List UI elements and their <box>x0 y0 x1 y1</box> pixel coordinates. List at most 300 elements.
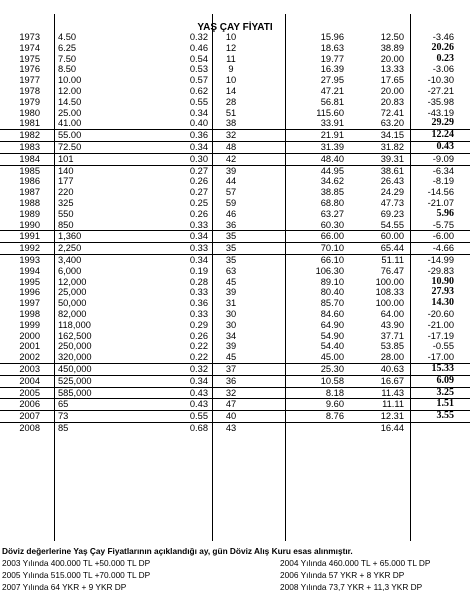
table-row <box>0 32 470 43</box>
cell-fark: -9.09 <box>432 153 454 164</box>
table-row <box>0 363 470 375</box>
cell-fark: 15.33 <box>431 362 454 374</box>
cell-tl-kg: 10.00 <box>58 75 82 86</box>
cell-altin: 47 <box>225 399 237 410</box>
cell-tl-kg: 162,500 <box>58 330 92 341</box>
cell-fark: 20.26 <box>431 41 454 53</box>
cell-tl-kg: 325 <box>58 197 74 208</box>
cell-year: 1981 <box>19 118 40 129</box>
cell-altin: 28 <box>225 96 237 107</box>
cell-usd-kg: 0.40 <box>189 118 208 129</box>
cell-tuketici: 56.81 <box>320 96 344 107</box>
cell-usd-kg: 0.29 <box>189 319 208 330</box>
cell-usd-kg: 0.34 <box>189 231 208 242</box>
cell-tl-kg: 8.50 <box>58 64 77 75</box>
cell-year: 1984 <box>19 153 40 164</box>
cell-tl-kg: 118,000 <box>58 319 91 330</box>
cell-year: 1991 <box>19 231 40 242</box>
cell-altin: 44 <box>225 176 237 187</box>
cell-altin: 10 <box>225 32 237 42</box>
cell-altin: 48 <box>225 141 237 152</box>
cell-tuketici: 66.00 <box>320 231 344 242</box>
cell-year: 2002 <box>19 352 40 363</box>
cell-artis: 11.43 <box>381 387 404 398</box>
footer-note-2007: 2007 Yılında 64 YKR + 9 YKR DP <box>2 582 127 592</box>
cell-tuketici: 16.39 <box>320 64 344 75</box>
cell-year: 1982 <box>19 130 40 141</box>
cell-fark: 5.96 <box>436 207 454 219</box>
cell-tuketici: 64.90 <box>320 319 344 330</box>
cell-artis: 28.00 <box>380 352 404 363</box>
cell-altin: 35 <box>225 254 237 265</box>
cell-altin: 38 <box>225 118 237 129</box>
cell-tl-kg: 65 <box>58 399 69 410</box>
cell-artis: 108.33 <box>375 287 404 298</box>
cell-usd-kg: 0.34 <box>189 375 208 386</box>
cell-fark: -21.00 <box>427 319 454 330</box>
cell-usd-kg: 0.19 <box>189 265 208 276</box>
cell-tl-kg: 101 <box>58 153 74 164</box>
cell-artis: 20.00 <box>380 53 404 64</box>
cell-artis: 51.11 <box>381 254 404 265</box>
cell-altin: 11 <box>226 53 236 64</box>
cell-tuketici: 15.96 <box>320 32 344 42</box>
cell-usd-kg: 0.36 <box>189 298 208 309</box>
cell-altin: 39 <box>225 341 237 352</box>
cell-artis: 11.11 <box>382 399 404 410</box>
cell-fark: -6.34 <box>432 165 454 176</box>
cell-artis: 100.00 <box>375 298 404 309</box>
cell-tl-kg: 4.50 <box>58 32 77 42</box>
cell-fark: -29.83 <box>427 265 454 276</box>
cell-usd-kg: 0.54 <box>189 53 208 64</box>
table-title: YAŞ ÇAY FİYATI <box>197 22 273 33</box>
cell-fark: 14.30 <box>431 297 454 309</box>
cell-usd-kg: 0.33 <box>189 287 208 298</box>
cell-tuketici: 34.62 <box>320 176 344 187</box>
cell-year: 1995 <box>19 276 40 287</box>
cell-artis: 53.85 <box>380 341 404 352</box>
cell-fark: -10.30 <box>427 75 454 86</box>
table-row <box>0 277 470 288</box>
cell-year: 1997 <box>19 298 40 309</box>
cell-altin: 39 <box>225 165 237 176</box>
cell-usd-kg: 0.33 <box>189 219 208 230</box>
cell-year: 1988 <box>19 197 40 208</box>
cell-year: 2005 <box>19 387 40 398</box>
table-row <box>0 266 470 277</box>
header-tl-kg: TL / KG <box>57 10 89 20</box>
cell-usd-kg: 0.43 <box>189 399 208 410</box>
table-row <box>0 331 470 342</box>
cell-usd-kg: 0.25 <box>189 197 208 208</box>
cell-tl-kg: 55.00 <box>58 130 82 141</box>
cell-artis: 60.00 <box>380 231 404 242</box>
cell-altin: 36 <box>225 219 237 230</box>
cell-fark: -8.19 <box>432 176 454 187</box>
cell-year: 1985 <box>19 165 40 176</box>
cell-tuketici: 45.00 <box>320 352 344 363</box>
footer-note-2003: 2003 Yılında 400.000 TL +50.000 TL DP <box>2 558 151 568</box>
cell-altin: 43 <box>225 422 237 433</box>
cell-altin: 34 <box>225 330 237 341</box>
cell-usd-kg: 0.43 <box>189 387 208 398</box>
cell-usd-kg: 0.28 <box>189 276 208 287</box>
table-row <box>0 375 470 387</box>
cell-tuketici: 70.10 <box>320 243 344 254</box>
cell-usd-kg: 0.33 <box>189 243 208 254</box>
cell-tl-kg: 7.50 <box>58 53 77 64</box>
header-artis: % ARTIŞ <box>367 10 405 20</box>
cell-altin: 40 <box>225 411 237 422</box>
cell-usd-kg: 0.33 <box>189 308 208 319</box>
cell-artis: 40.63 <box>380 363 404 374</box>
cell-usd-kg: 0.26 <box>189 208 208 219</box>
table-row <box>0 108 470 119</box>
cell-fark: -3.46 <box>432 32 454 42</box>
cell-artis: 69.23 <box>380 208 404 219</box>
cell-tl-kg: 550 <box>58 208 74 219</box>
cell-year: 1990 <box>19 219 40 230</box>
cell-tuketici: 27.95 <box>320 75 344 86</box>
cell-tl-kg: 50,000 <box>58 298 87 309</box>
cell-tl-kg: 1,360 <box>58 231 82 242</box>
cell-artis: 20.83 <box>380 96 404 107</box>
cell-tl-kg: 585,000 <box>58 387 92 398</box>
cell-altin: 10 <box>225 75 237 86</box>
cell-tuketici: 48.40 <box>320 153 344 164</box>
table-row <box>0 287 470 298</box>
cell-year: 1978 <box>19 85 40 96</box>
table-row <box>0 97 470 108</box>
cell-fark: 0.43 <box>436 140 454 152</box>
cell-altin: 59 <box>225 197 237 208</box>
cell-year: 1999 <box>19 319 40 330</box>
cell-tuketici: 84.60 <box>320 308 344 319</box>
cell-altin: 30 <box>225 319 237 330</box>
cell-artis: 63.20 <box>380 118 404 129</box>
cell-usd-kg: 0.22 <box>189 352 208 363</box>
cell-altin: 12 <box>225 42 237 53</box>
cell-usd-kg: 0.55 <box>189 96 208 107</box>
cell-tl-kg: 177 <box>58 176 74 187</box>
cell-usd-kg: 0.34 <box>189 254 208 265</box>
cell-year: 1973 <box>19 32 40 42</box>
cell-usd-kg: 0.46 <box>189 42 208 53</box>
cell-artis: 17.65 <box>380 75 404 86</box>
cell-year: 2008 <box>19 422 40 433</box>
cell-fark: -5.75 <box>432 219 454 230</box>
cell-tl-kg: 220 <box>58 187 74 198</box>
table-row <box>0 141 470 153</box>
cell-usd-kg: 0.32 <box>189 363 208 374</box>
cell-altin: 32 <box>225 130 237 141</box>
cell-year: 2004 <box>19 375 40 386</box>
table-row <box>0 242 470 254</box>
table-row <box>0 165 470 177</box>
header-usd-kg: USD / KG <box>163 10 204 20</box>
cell-year: 1975 <box>19 53 40 64</box>
table-row <box>0 220 470 231</box>
footer-heading: Döviz değerlerine Yaş Çay Fiyatlarının açıklandığı ay, gün Döviz Alış Kuru esas alınmıştır. <box>2 546 353 556</box>
cell-year: 2007 <box>19 411 40 422</box>
cell-altin: 31 <box>225 298 237 309</box>
table-row <box>0 341 470 352</box>
cell-artis: 20.00 <box>380 85 404 96</box>
cell-tl-kg: 525,000 <box>58 375 92 386</box>
cell-usd-kg: 0.27 <box>189 187 208 198</box>
cell-year: 1998 <box>19 308 40 319</box>
cell-tl-kg: 12,000 <box>58 276 87 287</box>
cell-tl-kg: 82,000 <box>58 308 87 319</box>
cell-fark: 3.55 <box>436 410 454 422</box>
table-row <box>0 320 470 331</box>
table-row <box>0 309 470 320</box>
cell-artis: 43.90 <box>380 319 404 330</box>
cell-artis: 64.00 <box>380 308 404 319</box>
cell-altin: 35 <box>225 231 237 242</box>
cell-tl-kg: 850 <box>58 219 74 230</box>
cell-year: 2000 <box>19 330 40 341</box>
cell-artis: 12.50 <box>380 32 404 42</box>
table-row <box>0 198 470 209</box>
cell-usd-kg: 0.34 <box>189 141 208 152</box>
table-row <box>0 410 470 422</box>
cell-fark: 12.24 <box>431 129 454 141</box>
table-row <box>0 64 470 75</box>
cell-year: 2001 <box>19 341 40 352</box>
footer-note-2005: 2005 Yılında 515.000 TL +70.000 TL DP <box>2 570 151 580</box>
cell-tl-kg: 12.00 <box>58 85 82 96</box>
cell-artis: 12.31 <box>380 411 404 422</box>
table-row <box>0 54 470 65</box>
table-row <box>0 176 470 187</box>
footer-note-2006: 2006 Yılında 57 YKR + 8 YKR DP <box>280 570 405 580</box>
cell-artis: 47.73 <box>380 197 404 208</box>
cell-tuketici: 68.80 <box>320 197 344 208</box>
cell-fark: -43.19 <box>427 107 454 118</box>
table-row <box>0 254 470 266</box>
cell-tuketici: 33.91 <box>320 118 344 129</box>
cell-usd-kg: 0.22 <box>189 341 208 352</box>
table-row <box>0 422 470 434</box>
table-row <box>0 209 470 220</box>
cell-altin: 32 <box>225 387 237 398</box>
cell-artis: 38.61 <box>380 165 404 176</box>
cell-fark: -0.55 <box>432 341 454 352</box>
cell-tuketici: 44.95 <box>320 165 344 176</box>
data-table <box>0 32 470 434</box>
cell-tuketici: 8.18 <box>325 387 344 398</box>
cell-fark: -27.21 <box>427 85 454 96</box>
cell-fark: 27.93 <box>431 286 454 298</box>
table-row <box>0 230 470 242</box>
cell-tuketici: 8.76 <box>325 411 344 422</box>
header-tuketici: TÜKETİCİ % <box>295 10 348 20</box>
cell-year: 1976 <box>19 64 40 75</box>
cell-artis: 13.33 <box>380 64 404 75</box>
cell-year: 1992 <box>19 243 40 254</box>
cell-year: 1979 <box>19 96 40 107</box>
cell-tuketici: 115.60 <box>316 107 344 118</box>
cell-tl-kg: 25.00 <box>58 107 82 118</box>
cell-usd-kg: 0.55 <box>189 411 208 422</box>
table-row <box>0 298 470 309</box>
cell-usd-kg: 0.62 <box>189 85 208 96</box>
cell-usd-kg: 0.32 <box>189 32 208 42</box>
cell-tl-kg: 41.00 <box>58 118 82 129</box>
cell-tuketici: 47.21 <box>320 85 344 96</box>
cell-tuketici: 18.63 <box>320 42 344 53</box>
cell-artis: 54.55 <box>380 219 404 230</box>
cell-artis: 39.31 <box>380 153 404 164</box>
cell-altin: 63 <box>225 265 237 276</box>
table-row <box>0 352 470 363</box>
cell-usd-kg: 0.26 <box>189 330 208 341</box>
table-header <box>0 0 470 22</box>
cell-altin: 42 <box>225 153 237 164</box>
cell-tl-kg: 6,000 <box>58 265 82 276</box>
cell-altin: 37 <box>225 363 237 374</box>
cell-altin: 36 <box>225 375 237 386</box>
cell-artis: 16.44 <box>380 422 404 433</box>
table-row <box>0 387 470 399</box>
cell-usd-kg: 0.26 <box>189 176 208 187</box>
header-altin: ALTIN /Çay* <box>214 10 265 20</box>
cell-artis: 38.89 <box>380 42 404 53</box>
cell-fark: -14.56 <box>427 187 454 198</box>
cell-tl-kg: 14.50 <box>58 96 82 107</box>
cell-fark: -21.07 <box>427 197 454 208</box>
cell-tuketici: 9.60 <box>325 399 344 410</box>
cell-artis: 37.71 <box>380 330 404 341</box>
cell-artis: 31.82 <box>380 141 404 152</box>
cell-tuketici: 21.91 <box>320 130 344 141</box>
cell-year: 1996 <box>19 287 40 298</box>
cell-year: 1987 <box>19 187 40 198</box>
cell-artis: 76.47 <box>380 265 404 276</box>
cell-tl-kg: 25,000 <box>58 287 87 298</box>
cell-year: 1974 <box>19 42 40 53</box>
cell-artis: 24.29 <box>380 187 404 198</box>
cell-year: 1993 <box>19 254 40 265</box>
cell-altin: 39 <box>225 287 237 298</box>
cell-altin: 51 <box>225 107 237 118</box>
cell-fark: -14.99 <box>427 254 454 265</box>
table-row <box>0 187 470 198</box>
cell-year: 1986 <box>19 176 40 187</box>
table-row <box>0 75 470 86</box>
cell-tuketici: 80.40 <box>320 287 344 298</box>
cell-fark: -35.98 <box>427 96 454 107</box>
header-yillar: YILLAR <box>8 10 41 20</box>
cell-tuketici: 89.10 <box>320 276 344 287</box>
cell-tl-kg: 320,000 <box>58 352 92 363</box>
cell-fark: -17.00 <box>427 352 454 363</box>
cell-tl-kg: 250,000 <box>58 341 92 352</box>
cell-year: 1977 <box>19 75 40 86</box>
table-row <box>0 153 470 165</box>
cell-tl-kg: 85 <box>58 422 69 433</box>
cell-altin: 57 <box>225 187 237 198</box>
cell-tl-kg: 73 <box>58 411 69 422</box>
cell-altin: 46 <box>225 208 237 219</box>
cell-usd-kg: 0.36 <box>189 130 208 141</box>
cell-year: 1983 <box>19 141 40 152</box>
cell-altin: 9 <box>228 64 234 75</box>
cell-tl-kg: 450,000 <box>58 363 92 374</box>
cell-altin: 14 <box>225 85 237 96</box>
cell-year: 2006 <box>19 399 40 410</box>
cell-artis: 65.44 <box>380 243 404 254</box>
cell-usd-kg: 0.57 <box>189 75 208 86</box>
cell-tuketici: 38.85 <box>320 187 344 198</box>
cell-artis: 26.43 <box>380 176 404 187</box>
cell-artis: 16.67 <box>380 375 404 386</box>
cell-tl-kg: 3,400 <box>58 254 82 265</box>
cell-usd-kg: 0.34 <box>189 107 208 118</box>
footer-note-2004: 2004 Yılında 460.000 TL + 65.000 TL DP <box>280 558 431 568</box>
cell-altin: 35 <box>225 243 237 254</box>
cell-year: 1994 <box>19 265 40 276</box>
cell-fark: 3.25 <box>436 386 454 398</box>
cell-tl-kg: 6.25 <box>58 42 77 53</box>
cell-tl-kg: 2,250 <box>58 243 82 254</box>
cell-usd-kg: 0.53 <box>189 64 208 75</box>
cell-fark: 1.51 <box>436 398 454 410</box>
footer-note-2008: 2008 Yılında 73,7 YKR + 11,3 YKR DP <box>280 582 423 592</box>
table-row <box>0 43 470 54</box>
cell-tuketici: 31.39 <box>320 141 344 152</box>
table-row <box>0 118 470 129</box>
cell-tuketici: 66.10 <box>320 254 344 265</box>
cell-fark: -6.00 <box>432 231 454 242</box>
cell-tuketici: 54.40 <box>320 341 344 352</box>
cell-tuketici: 106.30 <box>315 265 344 276</box>
cell-altin: 30 <box>225 308 237 319</box>
cell-tuketici: 60.30 <box>320 219 344 230</box>
cell-tuketici: 85.70 <box>320 298 344 309</box>
table-row <box>0 398 470 410</box>
cell-tuketici: 54.90 <box>320 330 344 341</box>
cell-tuketici: 63.27 <box>320 208 344 219</box>
cell-tl-kg: 140 <box>58 165 74 176</box>
cell-usd-kg: 0.27 <box>189 165 208 176</box>
cell-tuketici: 19.77 <box>320 53 344 64</box>
cell-tuketici: 10.58 <box>320 375 344 386</box>
cell-usd-kg: 0.30 <box>189 153 208 164</box>
cell-fark: 0.23 <box>436 52 454 64</box>
cell-artis: 72.41 <box>380 107 404 118</box>
cell-fark: -4.66 <box>432 243 454 254</box>
table-row <box>0 129 470 141</box>
cell-artis: 34.15 <box>380 130 404 141</box>
cell-tl-kg: 72.50 <box>58 141 82 152</box>
cell-fark: -17.19 <box>427 330 454 341</box>
cell-fark: -3.06 <box>432 64 454 75</box>
cell-usd-kg: 0.68 <box>189 422 208 433</box>
cell-artis: 100.00 <box>375 276 404 287</box>
cell-altin: 45 <box>225 352 237 363</box>
table-row <box>0 86 470 97</box>
cell-fark: 10.90 <box>431 275 454 287</box>
header-fark: FARK % <box>421 10 457 20</box>
cell-altin: 45 <box>225 276 237 287</box>
cell-fark: 29.29 <box>431 117 454 129</box>
cell-tuketici: 25.30 <box>320 363 344 374</box>
cell-fark: 6.09 <box>436 374 454 386</box>
cell-year: 1980 <box>19 107 40 118</box>
